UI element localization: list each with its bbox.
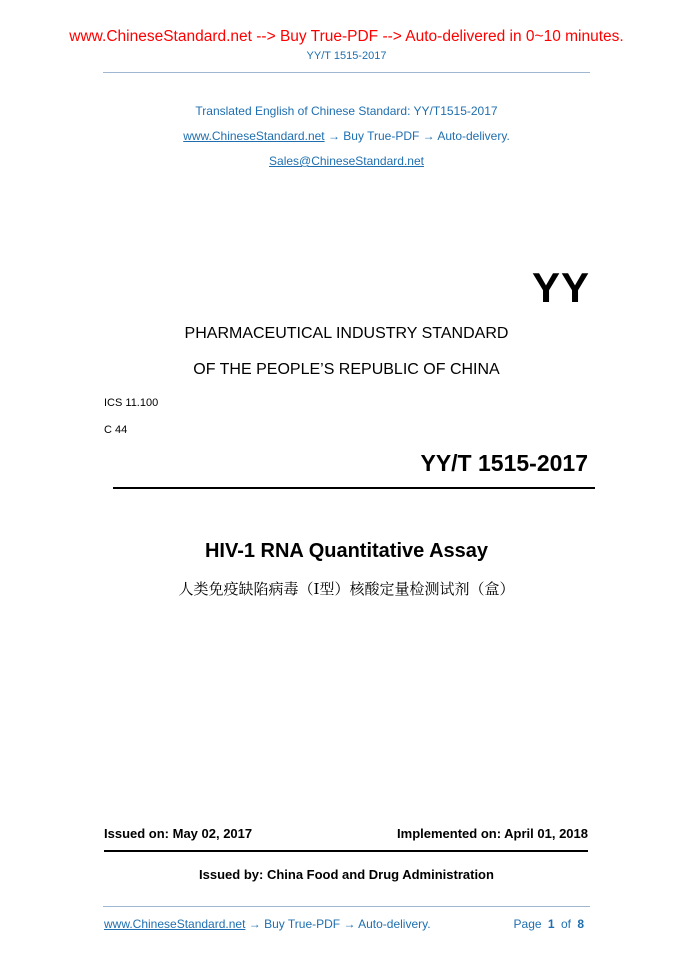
header-divider: [103, 72, 590, 73]
footer-purchase-text: → Buy True-PDF → Auto-delivery.: [245, 917, 431, 931]
yy-logo: YY: [531, 264, 590, 311]
site-link[interactable]: www.ChineseStandard.net: [183, 129, 325, 143]
purchase-line: [0, 129, 693, 143]
header-doc-code: YY/T 1515-2017: [306, 50, 387, 62]
implemented-date: Implemented on: April 01, 2018: [397, 826, 588, 841]
document-title-chinese: 人类免疫缺陷病毒（Ⅰ型）核酸定量检测试剂（盒）: [178, 580, 515, 598]
page-indicator: [514, 917, 584, 931]
document-title-english: HIV-1 RNA Quantitative Assay: [204, 540, 489, 562]
issued-date: Issued on: May 02, 2017: [104, 826, 253, 841]
page-number: 1: [547, 917, 555, 931]
page-total: 8: [577, 917, 584, 931]
issuing-authority: Issued by: China Food and Drug Administration: [199, 867, 494, 882]
title-rule: [113, 487, 595, 489]
of-label: of: [560, 917, 571, 931]
standard-title-line1: PHARMACEUTICAL INDUSTRY STANDARD: [184, 325, 509, 342]
footer-site-link[interactable]: www.ChineseStandard.net: [104, 917, 246, 931]
page-label: Page: [513, 917, 542, 931]
footer-divider: [103, 906, 590, 907]
dates-rule: [104, 850, 588, 852]
footer-purchase-line: [104, 917, 431, 931]
ccs-code: C 44: [104, 424, 128, 436]
purchase-text: → Buy True-PDF → Auto-delivery.: [324, 129, 510, 143]
standard-title-line2: OF THE PEOPLE’S REPUBLIC OF CHINA: [193, 361, 500, 378]
sales-email-link[interactable]: Sales@ChineseStandard.net: [269, 154, 424, 168]
translation-note: Translated English of Chinese Standard: YY/T1515-2017: [195, 104, 498, 118]
ics-code: ICS 11.100: [104, 397, 159, 409]
standard-number: YY/T 1515-2017: [420, 450, 588, 476]
top-banner[interactable]: www.ChineseStandard.net --> Buy True-PDF --> Auto-delivered in 0~10 minutes.: [69, 28, 624, 45]
